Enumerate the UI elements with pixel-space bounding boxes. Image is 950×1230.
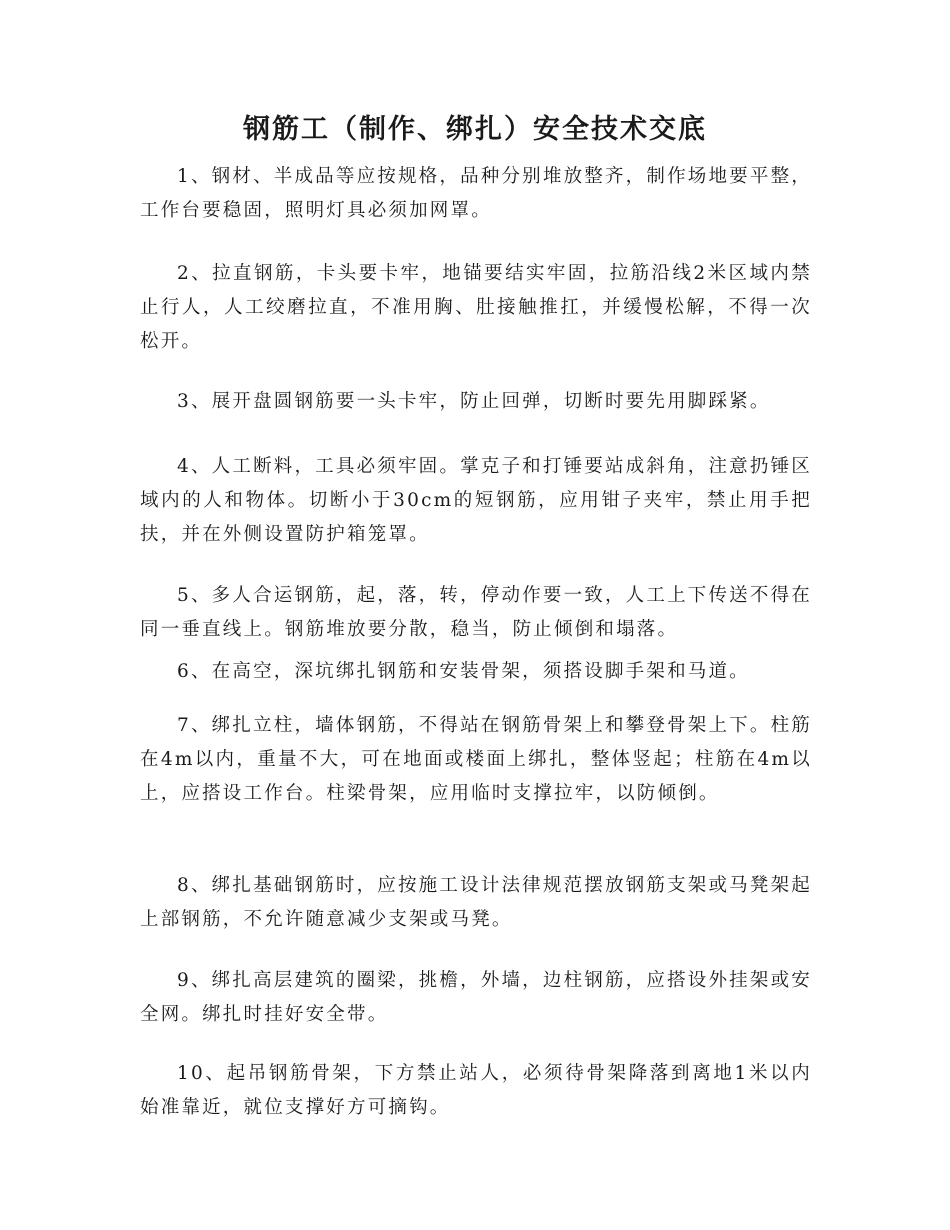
paragraph-7: 7、绑扎立柱，墙体钢筋，不得站在钢筋骨架上和攀登骨架上下。柱筋在4m以内，重量不大，可在地面或楼面上绑扎，整体竖起；柱筋在4m以上，应搭设工作台。柱梁骨架，应用临时支撑拉牢，以防倾倒。	[140, 715, 812, 804]
paragraph-10: 10、起吊钢筋骨架，下方禁止站人，必须待骨架降落到离地1米以内始准靠近，就位支撑好方可摘钩。	[140, 1063, 812, 1118]
paragraph-2: 2、拉直钢筋，卡头要卡牢，地锚要结实牢固，拉筋沿线2米区域内禁止行人，人工绞磨拉直，不准用胸、肚接触推扛，并缓慢松解，不得一次松开。	[140, 263, 812, 352]
paragraph-9: 9、绑扎高层建筑的圈梁，挑檐，外墙，边柱钢筋，应搭设外挂架或安全网。绑扎时挂好安全带。	[140, 970, 812, 1025]
paragraph-8: 8、绑扎基础钢筋时，应按施工设计法律规范摆放钢筋支架或马凳架起上部钢筋，不允许随意减少支架或马凳。	[140, 875, 812, 930]
document-title: 钢筋工（制作、绑扎）安全技术交底	[243, 114, 707, 145]
paragraph-3: 3、展开盘圆钢筋要一头卡牢，防止回弹，切断时要先用脚踩紧。	[177, 391, 771, 412]
paragraph-5: 5、多人合运钢筋，起，落，转，停动作要一致，人工上下传送不得在同一垂直线上。钢筋堆放要分散，稳当，防止倾倒和塌落。	[140, 585, 812, 640]
paragraph-1: 1、钢材、半成品等应按规格，品种分别堆放整齐，制作场地要平整，工作台要稳固，照明灯具必须加网罩。	[140, 166, 812, 221]
paragraph-4: 4、人工断料，工具必须牢固。掌克子和打锤要站成斜角，注意扔锤区域内的人和物体。切断小于30cm的短钢筋，应用钳子夹牢，禁止用手把扶，并在外侧设置防护箱笼罩。	[140, 456, 812, 545]
paragraph-6: 6、在高空，深坑绑扎钢筋和安装骨架，须搭设脚手架和马道。	[177, 661, 750, 682]
